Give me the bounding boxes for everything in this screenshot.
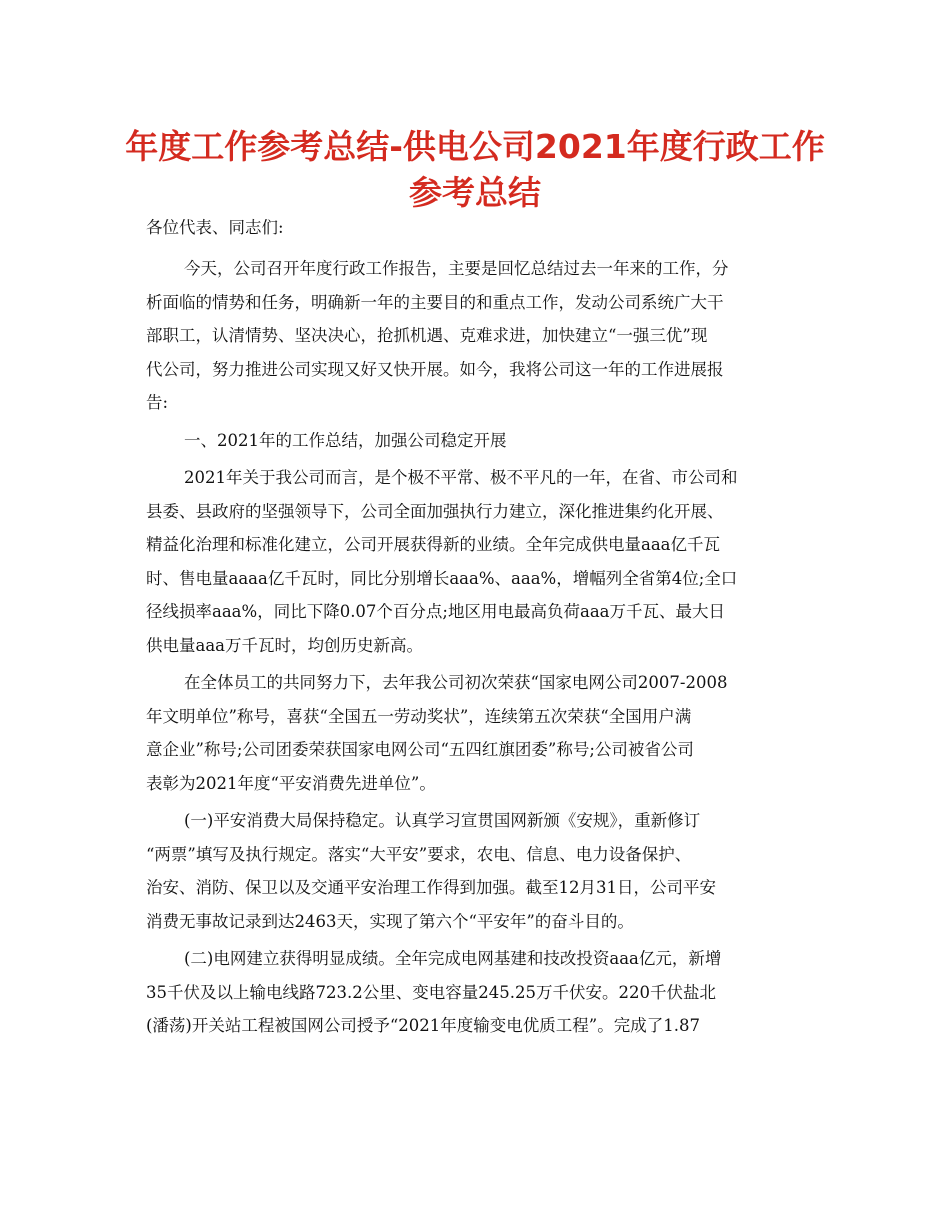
paragraph xyxy=(146,248,806,420)
paragraph-line: 径线损率aaa%，同比下降0.07个百分点;地区用电最高负荷aaa万千瓦、最大日 xyxy=(146,602,725,621)
paragraph-line: 告: xyxy=(146,393,169,412)
paragraph-line: (一)平安消费大局保持稳定。认真学习宣贯国网新颁《安规》，重新修订 xyxy=(184,811,701,830)
paragraph-line: 在全体员工的共同努力下，去年我公司初次荣获“国家电网公司2007-2008 xyxy=(184,673,728,692)
paragraph-line: 供电量aaa万千瓦时，均创历史新高。 xyxy=(146,635,424,655)
paragraph xyxy=(146,420,806,458)
document-title-line-1: 年度工作参考总结-供电公司2021年度行政工作 xyxy=(125,127,825,166)
paragraph xyxy=(146,800,806,938)
paragraph-line: 代公司，努力推进公司实现又好又快开展。如今，我将公司这一年的工作进展报 xyxy=(146,359,724,379)
paragraph-line: 析面临的情势和任务，明确新一年的主要目的和重点工作，发动公司系统广大干 xyxy=(146,292,724,312)
paragraph-line: 时、售电量aaaa亿千瓦时，同比分别增长aaa%、aaa%，增幅列全省第4位;全口 xyxy=(146,568,738,588)
paragraph-line: (潘荡)开关站工程被国网公司授予“2021年度输变电优质工程”。完成了1.87 xyxy=(146,1016,700,1035)
paragraph-list xyxy=(146,248,806,1043)
document-body xyxy=(146,208,806,1043)
paragraph-line: 消费无事故记录到达2463天，实现了第六个“平安年”的奋斗目的。 xyxy=(146,911,634,931)
paragraph-line: 今天，公司召开年度行政工作报告，主要是回忆总结过去一年来的工作，分 xyxy=(184,259,729,278)
document-title-line-2: 参考总结 xyxy=(409,173,541,212)
paragraph xyxy=(146,457,806,662)
paragraph-line: 表彰为2021年度“平安消费先进单位”。 xyxy=(146,773,436,793)
paragraph-line: 意企业”称号;公司团委荣获国家电网公司“五四红旗团委”称号;公司被省公司 xyxy=(146,740,694,759)
paragraph-line: 精益化治理和标准化建立，公司开展获得新的业绩。全年完成供电量aaa亿千瓦 xyxy=(146,535,721,554)
paragraph-line: 部职工，认清情势、坚决决心，抢抓机遇、克难求进，加快建立“一强三优”现 xyxy=(146,326,708,345)
paragraph-line: 35千伏及以上输电线路723.2公里、变电容量245.25万千伏安。220千伏盐北 xyxy=(146,982,716,1002)
paragraph-line: 治安、消防、保卫以及交通平安治理工作得到加强。截至12月31日，公司平安 xyxy=(146,878,716,897)
paragraph-line: 2021年关于我公司而言，是个极不平常、极不平凡的一年，在省、市公司和 xyxy=(184,468,738,487)
paragraph xyxy=(146,662,806,800)
paragraph-line: 年文明单位”称号，喜获“全国五一劳动奖状”，连续第五次荣获“全国用户满 xyxy=(146,706,692,726)
greeting: 各位代表、同志们: xyxy=(146,218,284,237)
paragraph-line: 县委、县政府的坚强领导下，公司全面加强执行力建立，深化推进集约化开展、 xyxy=(146,501,724,521)
paragraph-line: “两票”填写及执行规定。落实“大平安”要求，农电、信息、电力设备保护、 xyxy=(146,844,692,864)
paragraph xyxy=(146,938,806,1043)
paragraph-line: 一、2021年的工作总结，加强公司稳定开展 xyxy=(184,430,507,450)
paragraph-line: (二)电网建立获得明显成绩。全年完成电网基建和技改投资aaa亿元，新增 xyxy=(184,949,722,968)
